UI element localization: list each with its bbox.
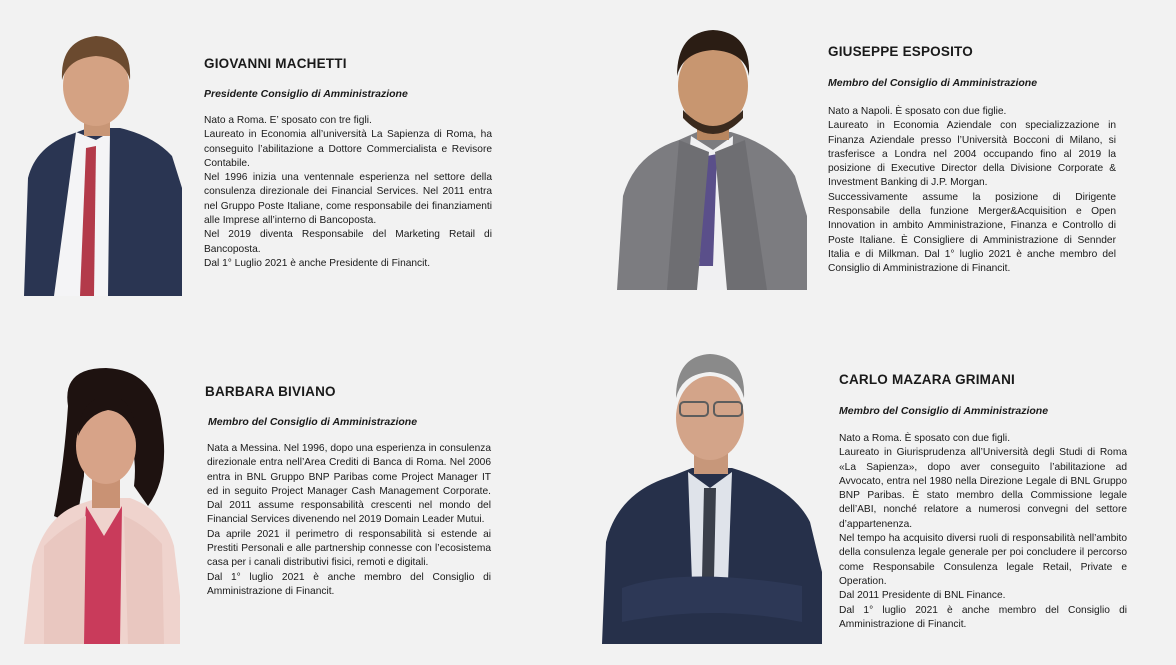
person-role: Presidente Consiglio di Amministrazione xyxy=(204,88,408,100)
bio-paragraph: Nato a Napoli. È sposato con due figlie. xyxy=(828,106,1007,117)
bio-paragraph: Nata a Messina. Nel 1996, dopo una esperienza in consulenza direzionale entra nell’Area Crediti di Banca di Roma. Nel 2006 entra in BNL Gruppo BNP Paribas come Project Manager IT ed in seguito Project Manager Cash Management Corporate. Dal 2011 assume responsabilità crescenti nel mondo del Financial Services divenendo nel 2019 Domain Leader Mutui. xyxy=(207,443,491,526)
person-name: GIUSEPPE ESPOSITO xyxy=(828,44,973,59)
bio-paragraph: Nel 2019 diventa Responsabile del Marketing Retail di Bancoposta. xyxy=(204,229,492,255)
person-bio xyxy=(204,114,492,271)
portrait-photo xyxy=(24,366,180,644)
bio-paragraph: Dal 1° luglio 2021 è anche membro del Consiglio di Amministrazione di Financit. xyxy=(839,604,1127,630)
person-bio xyxy=(828,105,1116,277)
portrait-photo xyxy=(617,26,807,290)
person-name: GIOVANNI MACHETTI xyxy=(204,56,347,71)
person-role: Membro del Consiglio di Amministrazione xyxy=(208,416,418,428)
bio-paragraph: Nel 1996 inizia una ventennale esperienza nel settore della consulenza direzionale dei Financial Services. Nel 2011 entra nel Gruppo Poste Italiane, come responsabile dei finanziamenti alle Imprese all’interno di Bancoposta. xyxy=(204,172,492,227)
bio-paragraph: Successivamente assume la posizione di Dirigente Responsabile della funzione Merger&Acquisition e Open Innovation in ambito Amministrazione, Finanza e Controllo di Poste Italiane. È Consigliere di Amministrazione di Sennder Italia e di Milkman. Dal 1° luglio 2021 è anche membro del Consiglio di Amministrazione di Financit. xyxy=(828,191,1116,275)
person-bio xyxy=(839,432,1127,632)
bio-paragraph: Dal 2011 Presidente di BNL Finance. xyxy=(839,590,1006,602)
bio-paragraph: Dal 1° luglio 2021 è anche membro del Consiglio di Amministrazione di Financit. xyxy=(207,571,491,597)
person-role: Membro del Consiglio di Amministrazione xyxy=(828,77,1038,89)
bio-paragraph: Nato a Roma. È sposato con due figli. xyxy=(839,433,1011,444)
person-name: CARLO MAZARA GRIMANI xyxy=(839,372,1015,387)
portrait-photo xyxy=(24,28,182,296)
bio-paragraph: Dal 1° Luglio 2021 è anche Presidente di Financit. xyxy=(204,257,431,269)
bio-paragraph: Nel tempo ha acquisito diversi ruoli di responsabilità nell’ambito della consulenza legale generale per poi concludere il percorso come Responsabile Consulenza legale Retail, Private e Operation. xyxy=(839,533,1127,587)
bio-paragraph: Laureato in Economia all’università La Sapienza di Roma, ha conseguito l’abilitazione a Dottore Commercialista e Revisore Contabile. xyxy=(204,129,492,169)
person-name: BARBARA BIVIANO xyxy=(205,384,336,399)
portrait-photo xyxy=(602,352,822,644)
bio-paragraph: Laureato in Economia Aziendale con specializzazione in Finanza Aziendale presso l’Università Bocconi di Milano, si trasferisce a Londra nel 2004 occupando fino al 2019 la posizione di Executive Director della Divisione Corporate & Investment Banking di J.P. Morgan. xyxy=(828,120,1116,189)
bio-paragraph: Nato a Roma. E’ sposato con tre figli. xyxy=(204,115,372,126)
person-role: Membro del Consiglio di Amministrazione xyxy=(839,405,1049,417)
person-bio xyxy=(207,442,491,599)
bio-paragraph: Laureato in Giurisprudenza all’Università degli Studi di Roma «La Sapienza», dopo aver conseguito l’abilitazione ad Avvocato, entra nel 1980 nella Direzione Legale di BNL Gruppo BNP Paribas. È stato membro della Commissione legale dell’ABI, nonché relatore a numerosi convegni del settore d’appartenenza. xyxy=(839,447,1127,530)
bio-paragraph: Da aprile 2021 il perimetro di responsabilità si estende ai Prestiti Personali e alle partnership connesse con l’ecosistema casa per i canali distributivi fisici, remoti e digitali. xyxy=(207,528,491,569)
